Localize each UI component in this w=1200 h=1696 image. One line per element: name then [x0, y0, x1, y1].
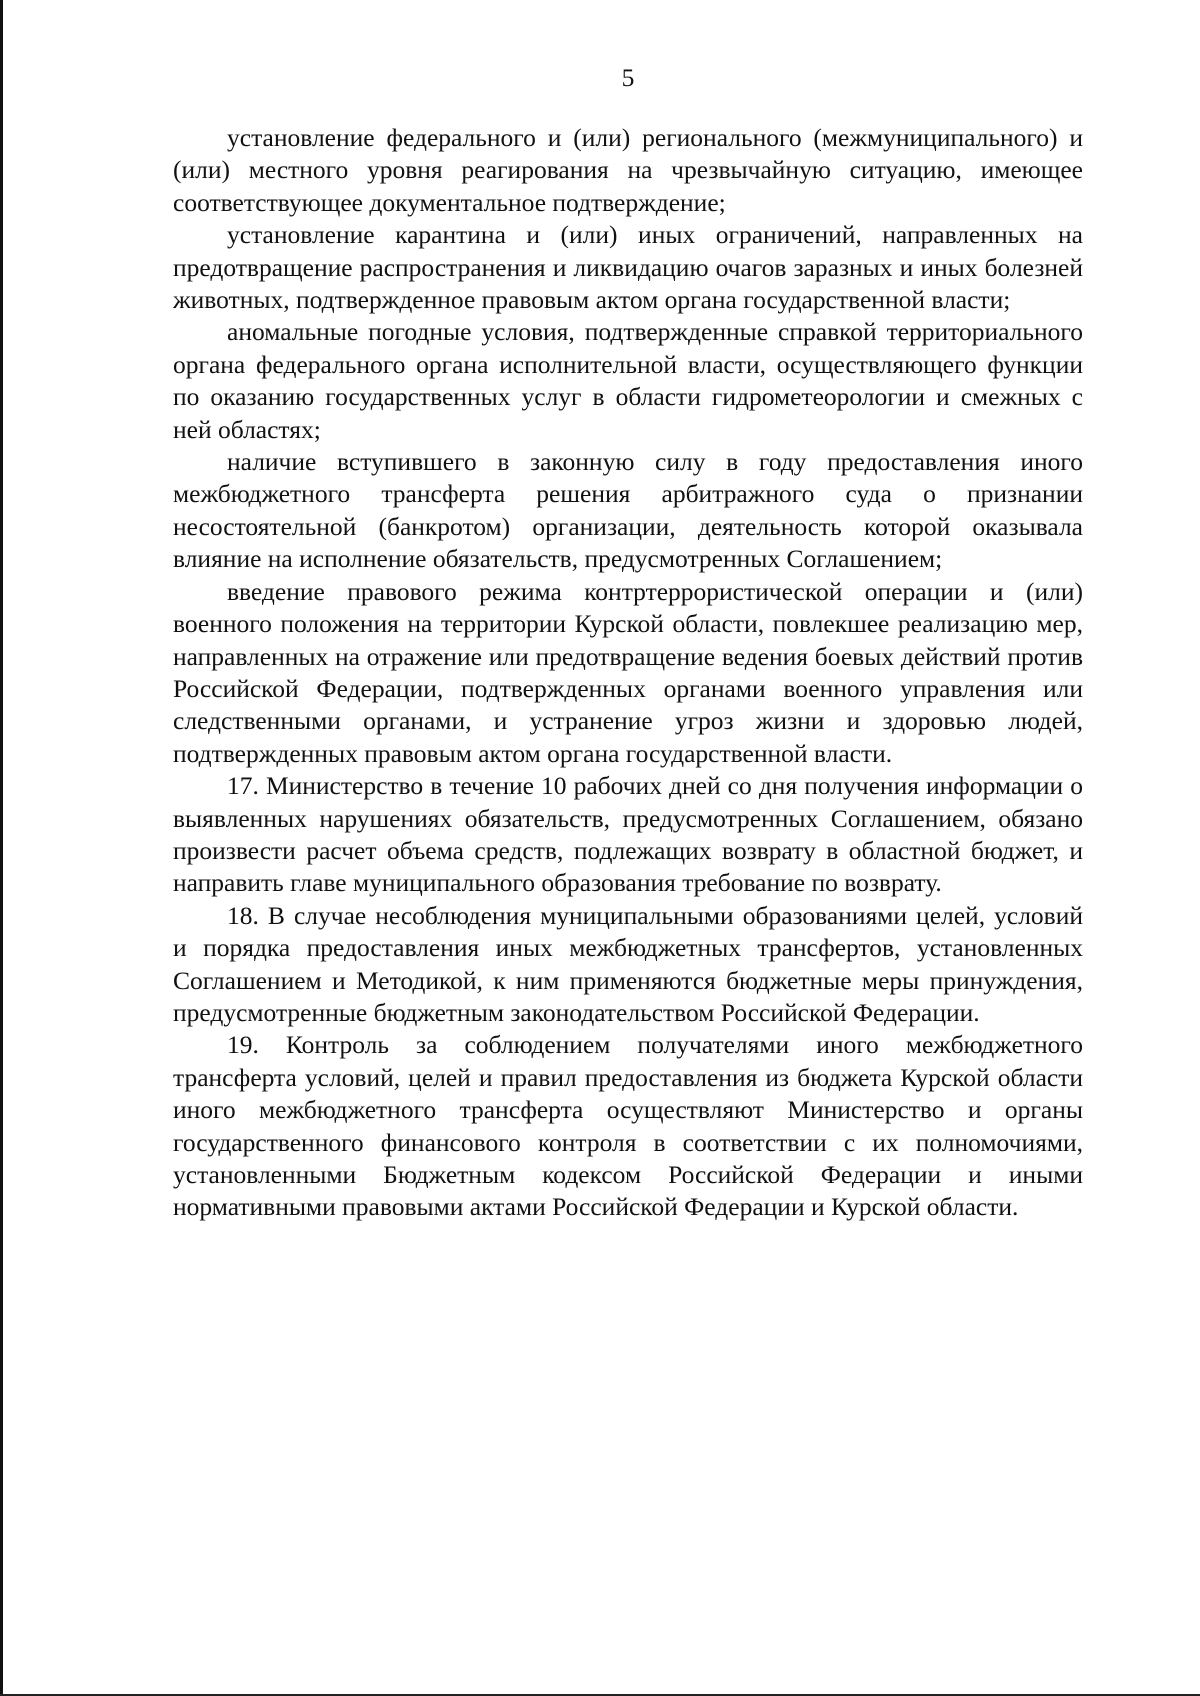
paragraph-clause-17: 17. Министерство в течение 10 рабочих дней со дня получения информации о выявленных нарушениях обязательств, предусмотренных Соглашением, обязано произвести расчет объема средств, подлежащих возврату в областной бюджет, и направить главе муниципального образования требование по возврату. — [173, 771, 1083, 898]
page-number: 5 — [621, 63, 635, 92]
paragraph-counterterrorism: введение правового режима контртеррористической операции и (или) военного положения на территории Курской области, повлекшее реализацию мер, направленных на отражение или предотвращение ведения боевых действий против Российской Федерации, подтвержденных органами военного управления или следственными органами, и устранение угроз жизни и здоровью людей, подтвержденных правовым актом органа государственной власти. — [173, 576, 1083, 768]
paragraph-weather: аномальные погодные условия, подтвержденные справкой территориального органа федерального органа исполнительной власти, осуществляющего функции по оказанию государственных услуг в области гидрометеорологии и смежных с ней областях; — [173, 317, 1083, 444]
paragraph-emergency: установление федерального и (или) регионального (межмуниципального) и (или) местного уровня реагирования на чрезвычайную ситуацию, имеющее соответствующее документальное подтверждение; — [173, 123, 1083, 217]
paragraph-clause-18: 18. В случае несоблюдения муниципальными образованиями целей, условий и порядка предоставления иных межбюджетных трансфертов, установленных Соглашением и Методикой, к ним применяются бюджетные меры принуждения, предусмотренные бюджетным законодательством Российской Федерации. — [173, 900, 1083, 1027]
document-page — [173, 62, 1083, 1224]
paragraph-bankruptcy: наличие вступившего в законную силу в году предоставления иного межбюджетного трансферта решения арбитражного суда о признании несостоятельной (банкротом) организации, деятельность которой оказывала влияние на исполнение обязательств, предусмотренных Соглашением; — [173, 447, 1083, 574]
paragraph-clause-19: 19. Контроль за соблюдением получателями иного межбюджетного трансферта условий, целей и правил предоставления из бюджета Курской области иного межбюджетного трансферта осуществляют Министерство и органы государственного финансового контроля в соответствии с их полномочиями, установленными Бюджетным кодексом Российской Федерации и иными нормативными правовыми актами Российской Федерации и Курской области. — [173, 1030, 1083, 1222]
scan-edge-left — [0, 0, 3, 1696]
paragraph-quarantine: установление карантина и (или) иных ограничений, направленных на предотвращение распространения и ликвидацию очагов заразных и иных болезней животных, подтвержденное правовым актом органа государственной власти; — [173, 220, 1083, 315]
